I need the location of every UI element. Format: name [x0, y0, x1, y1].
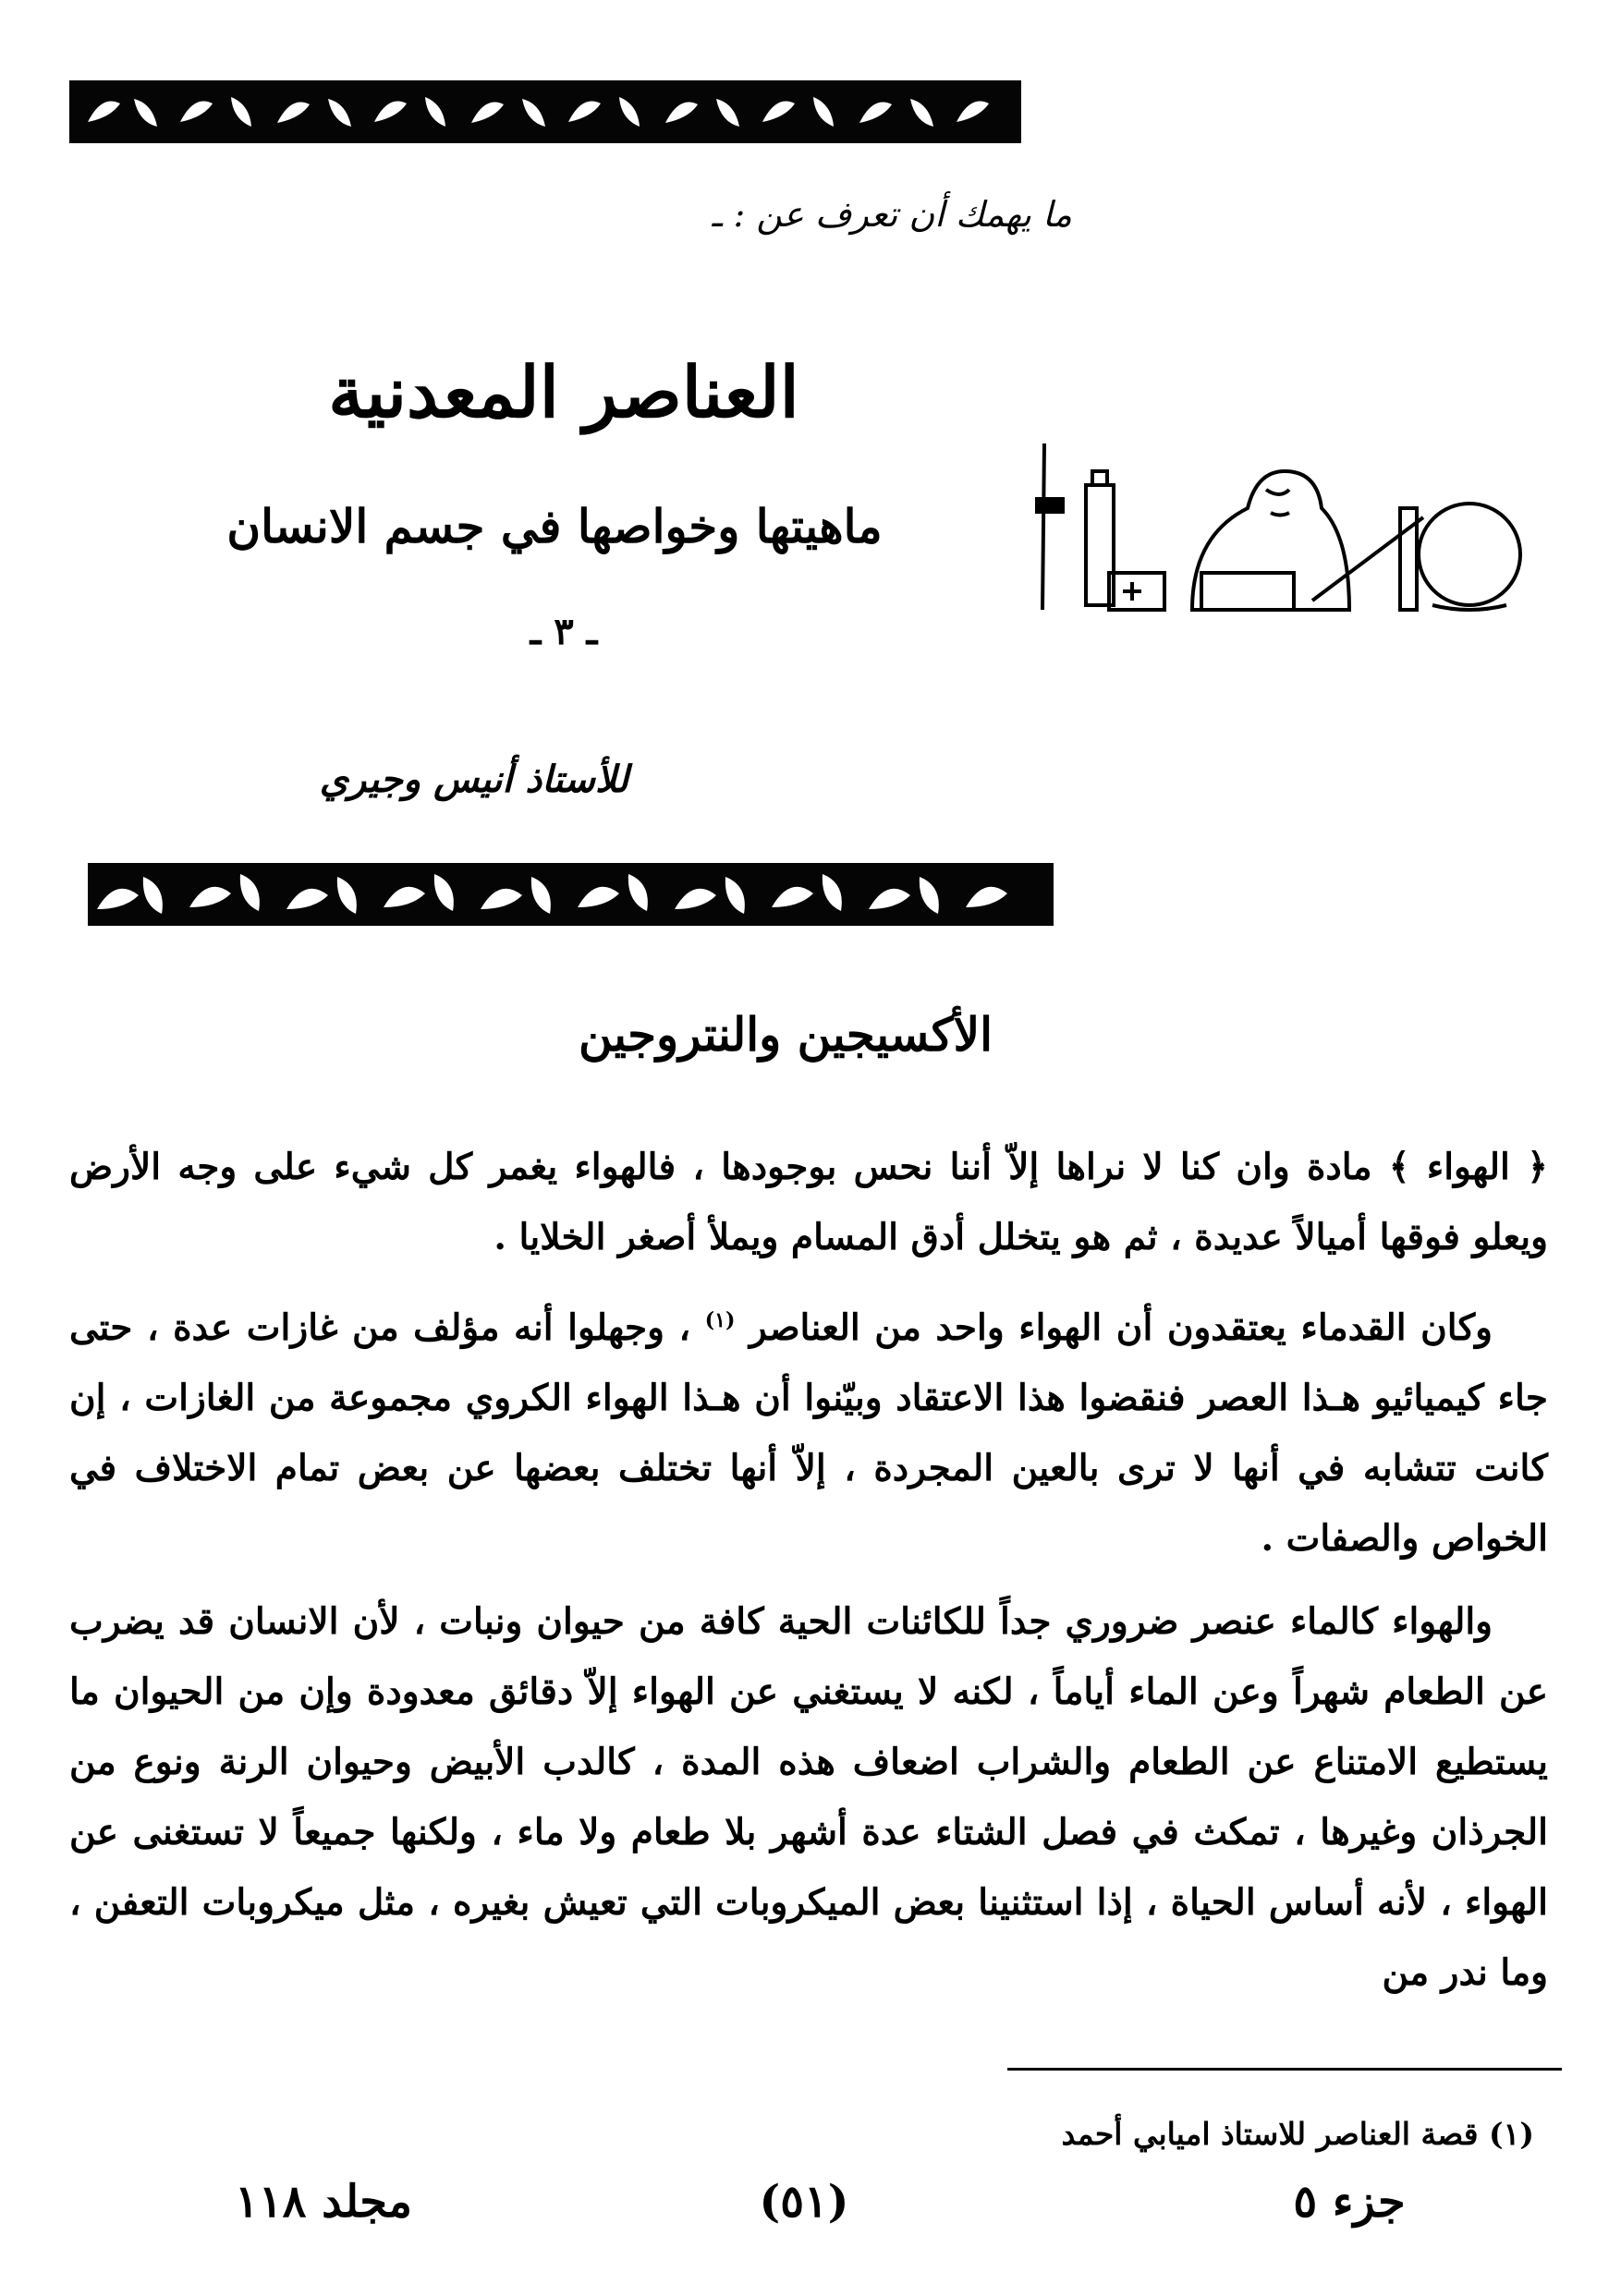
section-heading: الأكسيجين والنتروجين — [579, 1007, 993, 1062]
paragraph — [69, 1285, 1548, 1573]
article-subtitle: ماهيتها وخواصها في جسم الانسان — [226, 499, 883, 553]
kicker-text: ما يهمك أن تعرف عن : ـ — [712, 194, 1072, 235]
leaf-pattern-icon — [69, 80, 1021, 143]
paragraph-text: وكان القدماء يعتقدون أن الهواء واحد من العناصر — [749, 1306, 1493, 1349]
mid-ornament-band — [88, 863, 1054, 926]
volume-label: مجلد ١١٨ — [235, 2176, 412, 2228]
top-ornament-band — [69, 80, 1021, 143]
footnote: (١) قصة العناصر للاستاذ اميابي أحمد — [1061, 2116, 1534, 2152]
issue-label: جزء ٥ — [1293, 2176, 1406, 2228]
scientist-illustration — [1035, 434, 1553, 619]
paragraph-text: ، وجهلوا أنه مؤلف من غازات عدة ، حتى جاء كيميائيو هـذا العصر فنقضوا هذا الاعتقاد وبيّنوا أن هـذا الهواء الكروي مجموعة من الغازات ، إن كانت تتشابه في أنها لا ترى بالعين المجردة ، إلاّ أنها تختلف بعضها عن بعض تمام الاختلاف في الخواص والصفات . — [69, 1306, 1548, 1560]
part-number: ـ ٣ ـ — [530, 610, 598, 653]
leaf-pattern-icon — [88, 863, 1054, 926]
paragraph: ﴿ الهواء ﴾ مادة وان كنا لا نراها إلاّ أننا نحس بوجودها ، فالهواء يغمر كل شيء على وجه الأرض ويعلو فوقها أميالاً عديدة ، ثم هو يتخلل أدق المسام ويملأ أصغر الخلايا . — [69, 1146, 1548, 1258]
footnote-marker: (١) — [704, 1308, 736, 1332]
article-title: العناصر المعدنية — [328, 351, 799, 433]
scientist-lab-icon — [1035, 434, 1553, 619]
author-byline: للأستاذ أنيس وجيري — [319, 758, 628, 801]
footnote-divider — [1007, 2068, 1562, 2071]
article-body — [69, 1132, 1548, 2021]
paragraph: والهواء كالماء عنصر ضروري جداً للكائنات الحية كافة من حيوان ونبات ، لأن الانسان قد يضرب عن الطعام شهراً وعن الماء أياماً ، لكنه لا يستغني عن الهواء إلاّ دقائق معدودة وإن من الحيوان ما يستطيع الامتناع عن الطعام والشراب اضعاف هذه المدة ، كالدب الأبيض وحيوان الرنة ونوع من الجرذان وغيرها ، تمكث في فصل الشتاء عدة أشهر بلا طعام ولا ماء ، ولكنها جميعاً لا تستغنى عن الهواء ، لأنه أساس الحياة ، إذا استثنينا بعض الميكروبات التي تعيش بغيره ، مثل ميكروبات التعفن ، وما ندر من — [69, 1600, 1548, 1994]
page-number: (٥١) — [759, 2176, 849, 2228]
